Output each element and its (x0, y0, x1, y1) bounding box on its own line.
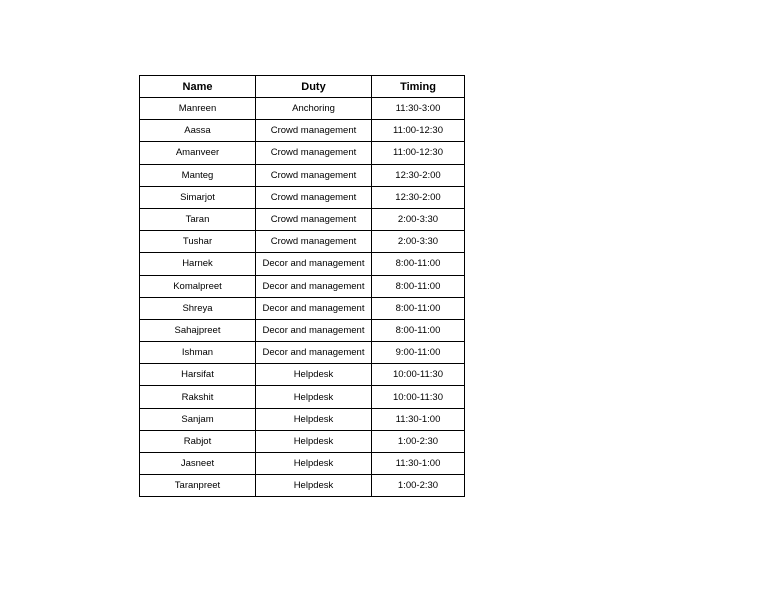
cell-name: Sanjam (140, 408, 256, 430)
cell-duty: Helpdesk (256, 475, 372, 497)
table-header-row (140, 76, 465, 98)
cell-duty: Crowd management (256, 164, 372, 186)
cell-duty: Crowd management (256, 208, 372, 230)
table-row (140, 319, 465, 341)
cell-timing: 8:00-11:00 (372, 253, 465, 275)
table-row (140, 98, 465, 120)
table-row (140, 386, 465, 408)
cell-duty: Helpdesk (256, 364, 372, 386)
cell-name: Tushar (140, 231, 256, 253)
cell-name: Rakshit (140, 386, 256, 408)
table-row (140, 408, 465, 430)
cell-name: Harsifat (140, 364, 256, 386)
duty-schedule-table (139, 75, 465, 497)
cell-name: Manteg (140, 164, 256, 186)
cell-duty: Decor and management (256, 342, 372, 364)
cell-timing: 11:00-12:30 (372, 142, 465, 164)
table-row (140, 275, 465, 297)
cell-duty: Crowd management (256, 231, 372, 253)
cell-timing: 8:00-11:00 (372, 297, 465, 319)
table-row (140, 364, 465, 386)
cell-duty: Helpdesk (256, 453, 372, 475)
table-row (140, 142, 465, 164)
cell-timing: 12:30-2:00 (372, 186, 465, 208)
cell-name: Ishman (140, 342, 256, 364)
cell-timing: 10:00-11:30 (372, 364, 465, 386)
cell-timing: 8:00-11:00 (372, 275, 465, 297)
header-timing: Timing (372, 76, 465, 98)
table-row (140, 186, 465, 208)
table-row (140, 475, 465, 497)
table-row (140, 208, 465, 230)
cell-duty: Helpdesk (256, 408, 372, 430)
header-name: Name (140, 76, 256, 98)
cell-timing: 9:00-11:00 (372, 342, 465, 364)
cell-duty: Decor and management (256, 297, 372, 319)
cell-timing: 11:30-1:00 (372, 408, 465, 430)
cell-timing: 1:00-2:30 (372, 430, 465, 452)
cell-duty: Helpdesk (256, 386, 372, 408)
cell-name: Aassa (140, 120, 256, 142)
table-row (140, 342, 465, 364)
cell-duty: Crowd management (256, 142, 372, 164)
cell-timing: 2:00-3:30 (372, 208, 465, 230)
cell-name: Manreen (140, 98, 256, 120)
cell-name: Shreya (140, 297, 256, 319)
cell-name: Harnek (140, 253, 256, 275)
cell-duty: Decor and management (256, 275, 372, 297)
table-row (140, 453, 465, 475)
table-row (140, 430, 465, 452)
table-row (140, 231, 465, 253)
cell-timing: 1:00-2:30 (372, 475, 465, 497)
cell-duty: Crowd management (256, 120, 372, 142)
cell-timing: 12:30-2:00 (372, 164, 465, 186)
cell-name: Taranpreet (140, 475, 256, 497)
header-duty: Duty (256, 76, 372, 98)
cell-name: Simarjot (140, 186, 256, 208)
cell-name: Komalpreet (140, 275, 256, 297)
cell-timing: 2:00-3:30 (372, 231, 465, 253)
cell-name: Taran (140, 208, 256, 230)
cell-name: Amanveer (140, 142, 256, 164)
cell-timing: 8:00-11:00 (372, 319, 465, 341)
cell-duty: Decor and management (256, 253, 372, 275)
table-body (140, 98, 465, 497)
cell-duty: Crowd management (256, 186, 372, 208)
cell-timing: 10:00-11:30 (372, 386, 465, 408)
table-row (140, 297, 465, 319)
cell-duty: Helpdesk (256, 430, 372, 452)
cell-duty: Decor and management (256, 319, 372, 341)
cell-timing: 11:30-3:00 (372, 98, 465, 120)
cell-name: Rabjot (140, 430, 256, 452)
cell-name: Sahajpreet (140, 319, 256, 341)
table-row (140, 253, 465, 275)
table-row (140, 164, 465, 186)
cell-timing: 11:30-1:00 (372, 453, 465, 475)
cell-timing: 11:00-12:30 (372, 120, 465, 142)
table-row (140, 120, 465, 142)
cell-duty: Anchoring (256, 98, 372, 120)
cell-name: Jasneet (140, 453, 256, 475)
